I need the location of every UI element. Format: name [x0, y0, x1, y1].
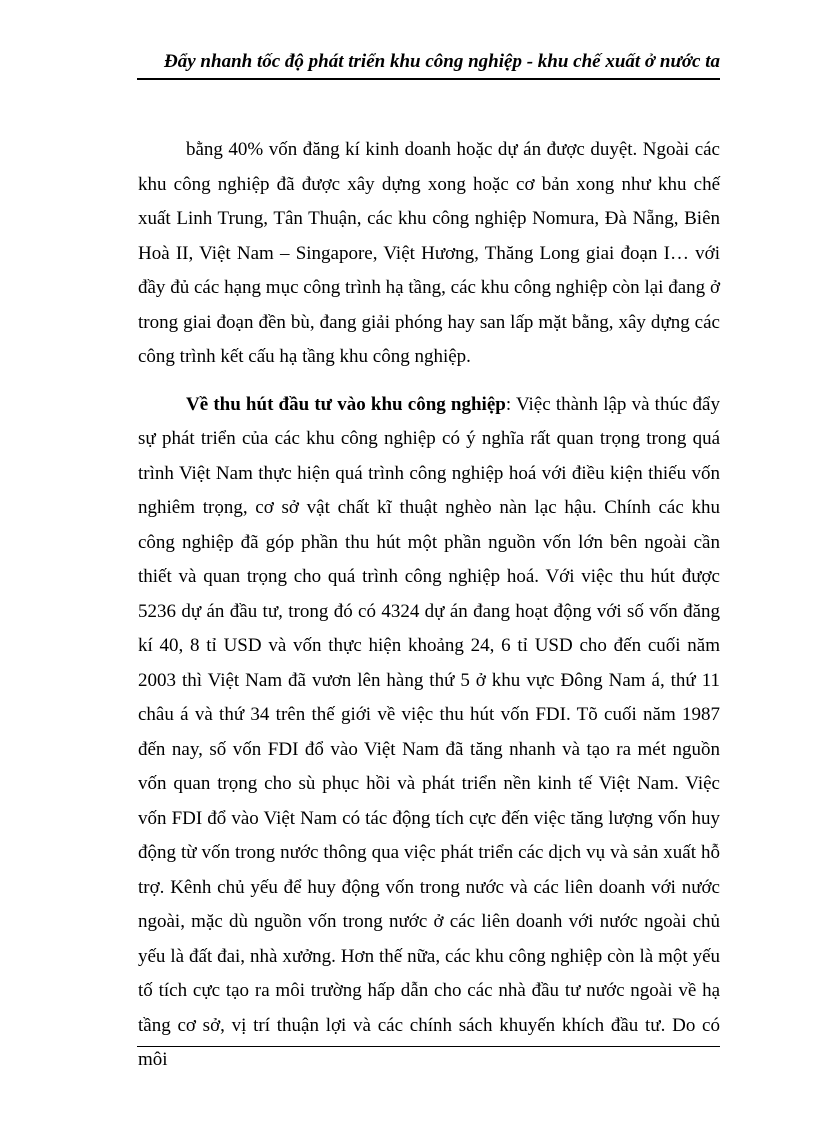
paragraph-1: bằng 40% vốn đăng kí kinh doanh hoặc dự án được duyệt. Ngoài các khu công nghiệp đã được xây dựng xong hoặc cơ bản xong như khu chế xuất Linh Trung, Tân Thuận, các khu công nghiệp Nomura, Đà Nẵng, Biên Hoà II, Việt Nam – Singapore, Việt Hương, Thăng Long giai đoạn I… với đầy đủ các hạng mục công trình hạ tầng, các khu công nghiệp còn lại đang ở trong giai đoạn đền bù, đang giải phóng hay san lấp mặt bằng, xây dựng các công trình kết cấu hạ tầng khu công nghiệp.: [138, 139, 720, 367]
paragraph-2: [138, 388, 720, 1078]
header-title: Đẩy nhanh tốc độ phát triển khu công nghiệp - khu chế xuất ở nước ta: [164, 51, 720, 72]
paragraph-2-separator: :: [505, 393, 512, 415]
footer-rule: [137, 1046, 720, 1047]
page-body: [138, 133, 720, 1078]
paragraph-2-lead: Về thu hút đầu tư vào khu công nghiệp: [186, 393, 506, 415]
paragraph-2-text: Việc thành lập và thúc đẩy sự phát triển của các khu công nghiệp có ý nghĩa rất quan trọng trong quá trình Việt Nam thực hiện quá trình công nghiệp hoá với điều kiện thiếu vốn nghiêm trọng, cơ sở vật chất kĩ thuật nghèo nàn lạc hậu. Chính các khu công nghiệp đã góp phần thu hút một phần nguồn vốn lớn bên ngoài cần thiết và quan trọng cho quá trình công nghiệp hoá. Với việc thu hút được 5236 dự án đầu tư, trong đó có 4324 dự án đang hoạt động với số vốn đăng kí 40, 8 tỉ USD và vốn thực hiện khoảng 24, 6 tỉ USD cho đến cuối năm 2003 thì Việt Nam đã vươn lên hàng thứ 5 ở khu vực Đông Nam á, thứ 11 châu á và thứ 34 trên thế giới về việc thu hút vốn FDI. Tõ cuối năm 1987 đến nay, số vốn FDI đổ vào Việt Nam đã tăng nhanh và tạo ra mét nguồn vốn quan trọng cho sù phục hồi và phát triển nền kinh tế Việt Nam. Việc vốn FDI đổ vào Việt Nam có tác động tích cực đến việc tăng lượng vốn huy động từ vốn trong nước thông qua việc phát triển các dịch vụ và sản xuất hỗ trợ. Kênh chủ yếu để huy động vốn trong nước và các liên doanh với nước ngoài, mặc dù nguồn vốn trong nước ở các liên doanh với nước ngoài chủ yếu là đất đai, nhà xưởng. Hơn thế nữa, các khu công nghiệp còn là một yếu tố tích cực tạo ra môi trường hấp dẫn cho các nhà đầu tư nước ngoài về hạ tầng cơ sở, vị trí thuận lợi và các chính sách khuyến khích đầu tư. Do có môi: [138, 393, 720, 1070]
running-header: [130, 50, 720, 74]
header-rule: [137, 78, 720, 80]
